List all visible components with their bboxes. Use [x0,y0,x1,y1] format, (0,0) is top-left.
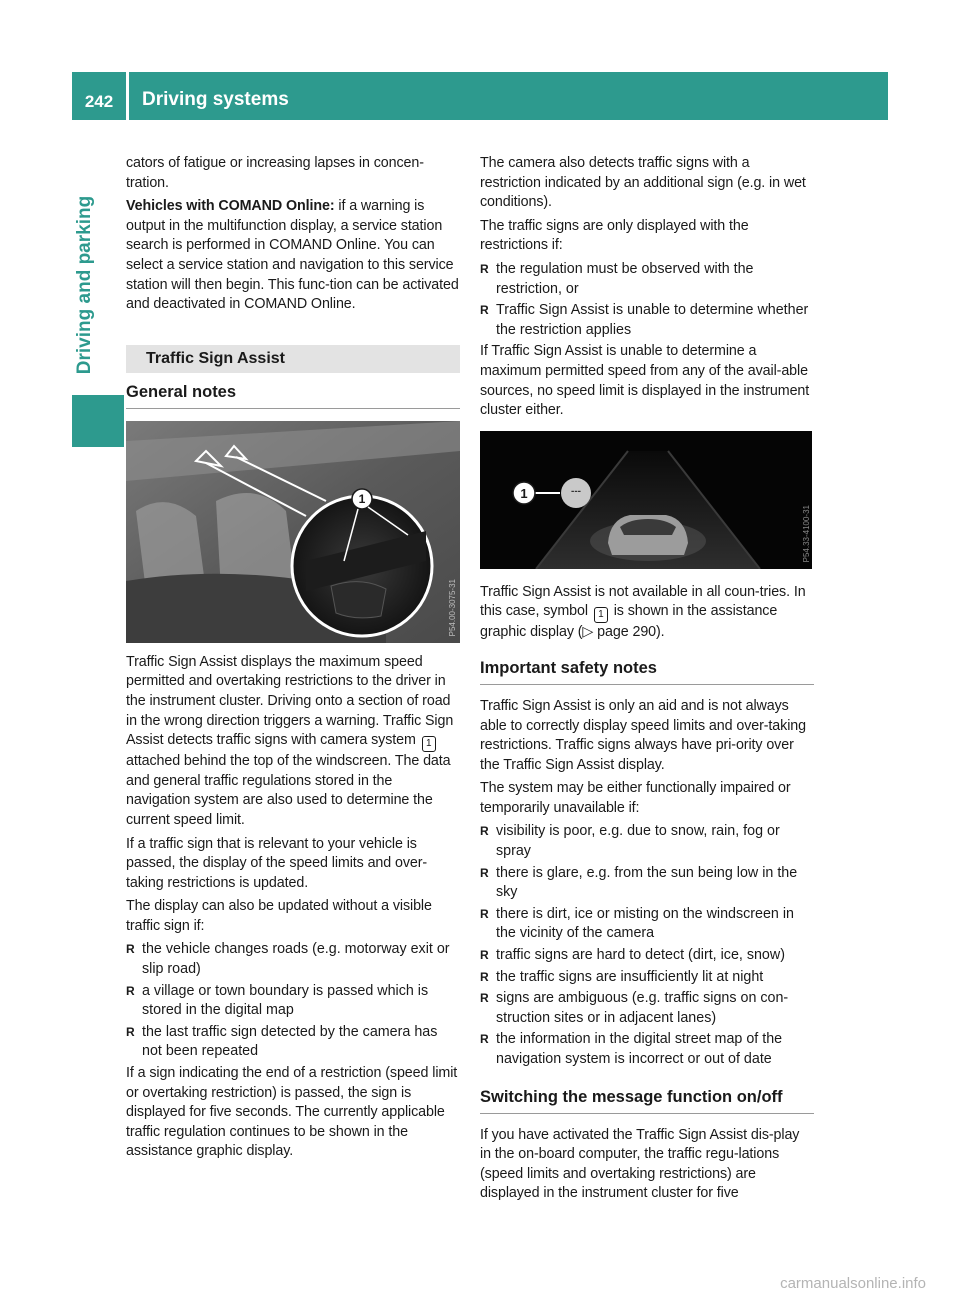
list-item: R Traffic Sign Assist is unable to determine whether the restriction applies [480,302,809,338]
paragraph: cators of fatigue or increasing lapses in concen-tration. [126,155,424,191]
list-item: R there is dirt, ice or misting on the windscreen in the vicinity of the camera [480,905,794,942]
bullet-list [126,940,460,1062]
footer-watermark: carmanualsonline.info [780,1275,926,1292]
figure-code: P54.00-3075-31 [448,579,457,637]
list-item: R a village or town boundary is passed which is stored in the digital map [126,982,429,1019]
paragraph: The camera also detects traffic signs with a restriction indicated by an additional sign (e.g. in wet conditions). [480,155,806,211]
bold-lead: Vehicles with COMAND Online: [126,198,335,215]
figure-assistance-display [480,431,814,569]
list-item: R traffic signs are hard to detect (dirt, ice, snow) [480,947,785,964]
paragraph: Traffic Sign Assist displays the maximum speed permitted and overtaking restrictions to the driver in the instrument cluster. Driving onto a section of road in the wrong direction triggers a warning. Traffic Sign Assist detects traffic signs with camera system 1 attached behind the top of the windscreen. The data and general traffic regulations stored in the navigation system are also used to determine the current speed limit. [126,653,454,828]
list-item: R the traffic signs are insufficiently lit at night [480,968,764,985]
side-tab-marker [72,395,124,447]
list-item: R the last traffic sign detected by the camera has not been repeated [126,1023,438,1060]
list-item: R the regulation must be observed with the restriction, or [480,260,754,297]
paragraph: Traffic Sign Assist is only an aid and is not always able to correctly display speed limits and over-taking restrictions. Traffic signs always have pri-ority over the Traffic Sign Assist display. [480,697,806,773]
page-header [72,72,888,120]
car-interior-illustration [126,421,460,643]
figure-callout: 1 [358,491,366,506]
page-ref-arrow-icon: ▷ [582,624,594,641]
heading-important-safety-notes: Important safety notes [480,657,814,685]
figure-camera-windscreen [126,421,460,643]
figure-code: P54.33-4100-31 [802,505,811,563]
paragraph: Traffic Sign Assist is not available in all coun-tries. In this case, symbol 1 is shown in the assistance graphic display (▷ page 290). [480,583,806,641]
bullet-list [480,260,814,340]
speed-sign-placeholder: --- [571,485,581,497]
paragraph [126,197,460,315]
paragraph: The display can also be updated without a visible traffic sign if: [126,898,432,934]
paragraph-text: if a warning is output in the multifunction display, a service station search is performed in COMAND Online. You can select a service station and navigation to this service station will then begin. This func-tion can be activated and deactivated in COMAND Online. [126,198,459,313]
heading-switching-message-function: Switching the message function on/off [480,1086,814,1114]
bullet-list [480,822,814,1069]
paragraph: The system may be either functionally impaired or temporarily unavailable if: [480,780,791,816]
page-number: 242 [84,92,114,111]
left-column [126,154,460,1166]
section-title: Driving systems [142,89,289,110]
header-divider [126,72,129,120]
page-reference-link[interactable]: page 290). [593,624,665,641]
list-item: R signs are ambiguous (e.g. traffic signs on con-struction sites or in adjacent lanes) [480,990,789,1026]
paragraph: If a sign indicating the end of a restriction (speed limit or overtaking restriction) is passed, the sign is displayed for five seconds. The currently applicable traffic regulation continues to be shown in the assistance graphic display. [126,1065,458,1160]
paragraph: If you have activated the Traffic Sign Assist dis-play in the on-board computer, the traffic regu-lations (speed limits and overtaking restrictions) are displayed in the instrument cluster for five [480,1126,800,1202]
callout-symbol: 1 [594,607,608,623]
paragraph: If Traffic Sign Assist is unable to determine a maximum permitted speed from any of the avail-able sources, no speed limit is displayed in the instrument cluster either. [480,343,810,419]
paragraph: The traffic signs are only displayed with the restrictions if: [480,217,749,254]
heading-general-notes: General notes [126,381,460,409]
list-item: R visibility is poor, e.g. due to snow, rain, fog or spray [480,823,780,860]
assistance-display-illustration [480,431,812,569]
list-item: R the information in the digital street map of the navigation system is incorrect or out of date [480,1031,783,1067]
callout-symbol: 1 [422,736,436,752]
paragraph: If a traffic sign that is relevant to your vehicle is passed, the display of the speed limits and over-taking restrictions is updated. [126,835,428,891]
list-item: R the vehicle changes roads (e.g. motorway exit or slip road) [126,941,450,978]
heading-traffic-sign-assist: Traffic Sign Assist [126,345,460,373]
figure-callout: 1 [520,485,528,501]
side-tab-label: Driving and parking [74,195,95,375]
list-item: R there is glare, e.g. from the sun being low in the sky [480,864,798,901]
right-column [480,154,814,1208]
